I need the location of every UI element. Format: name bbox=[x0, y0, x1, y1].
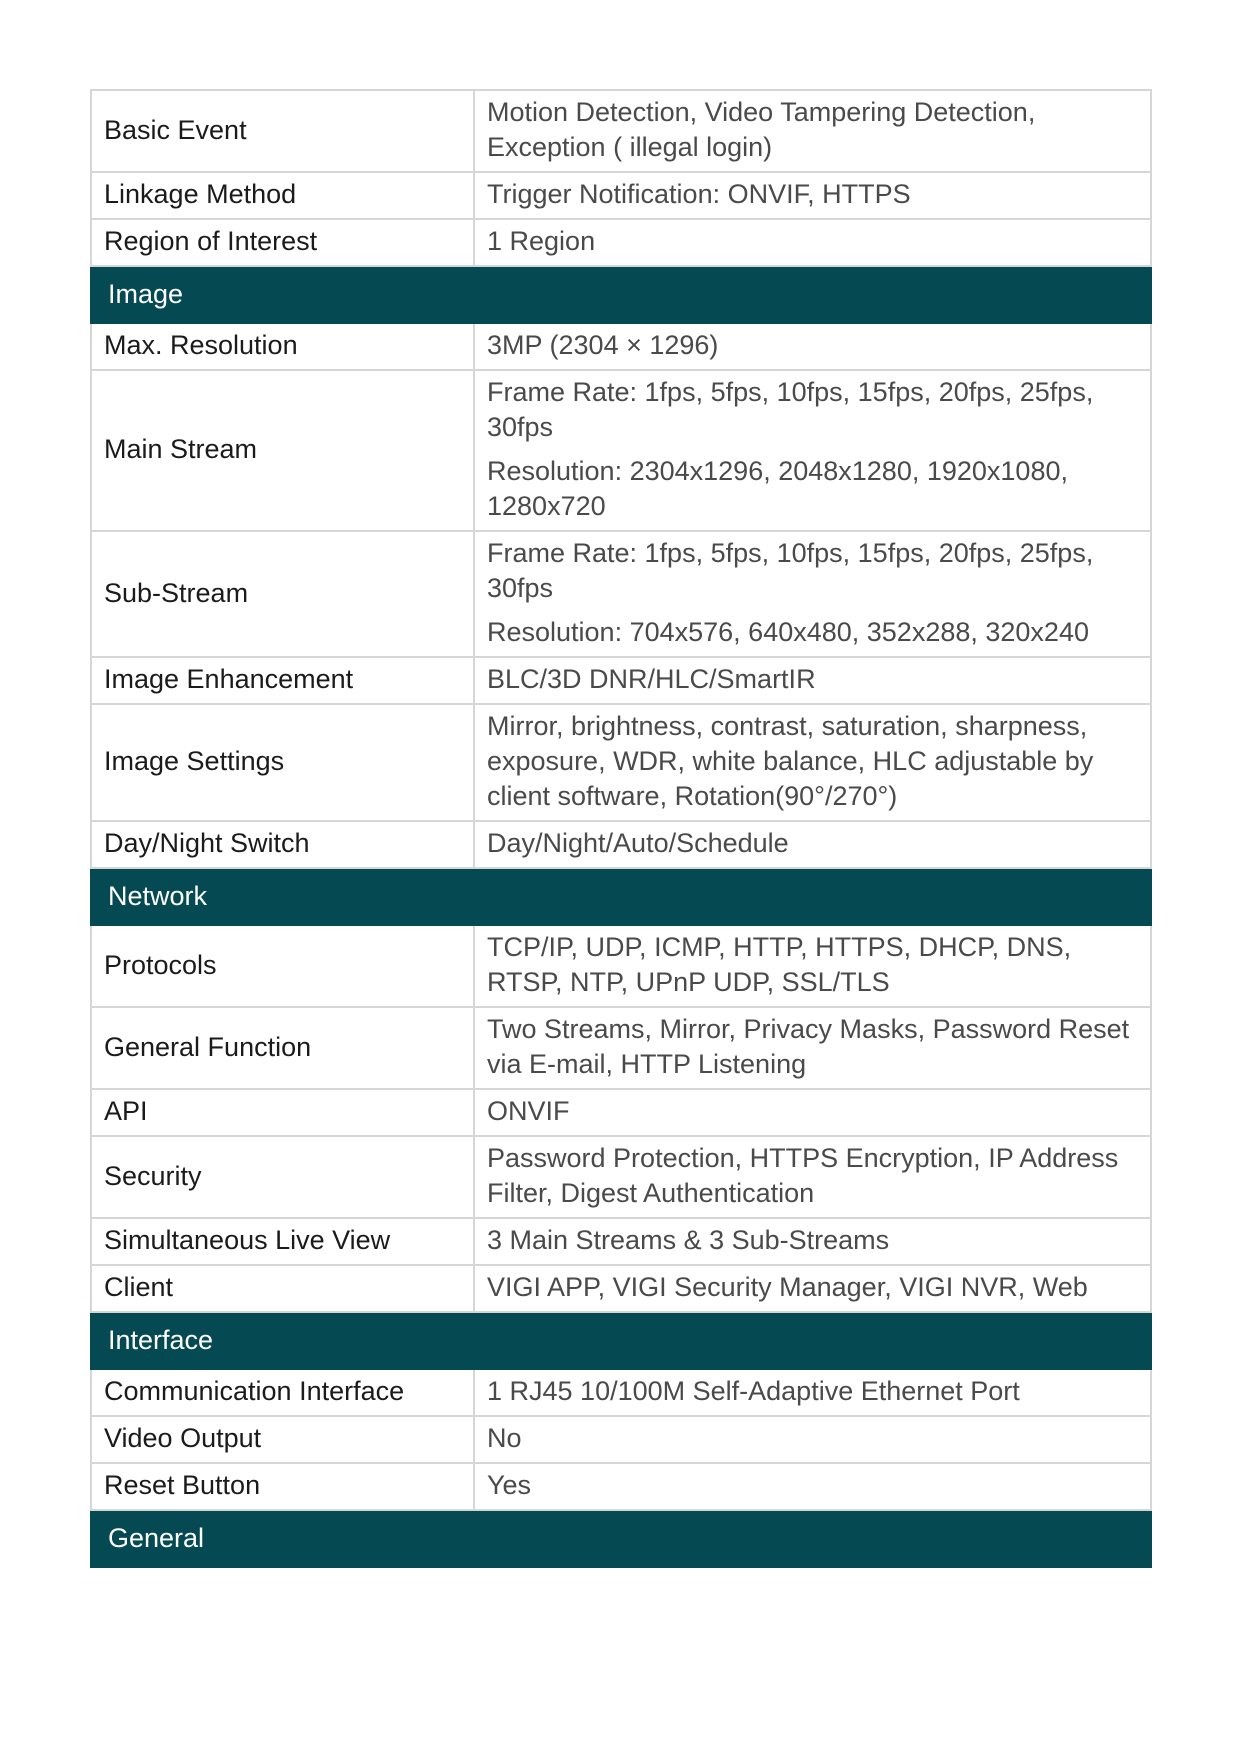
row-value bbox=[474, 1218, 1151, 1265]
row-label-general-function: General Function bbox=[91, 1007, 474, 1089]
row-value-text: 3MP (2304 × 1296) bbox=[487, 330, 719, 360]
section-header-network bbox=[91, 868, 1151, 925]
spec-sheet bbox=[90, 89, 1152, 1568]
row-value bbox=[474, 219, 1151, 266]
row-value bbox=[474, 657, 1151, 704]
row-label-image-enhancement: Image Enhancement bbox=[91, 657, 474, 704]
row-value-text: Resolution: 704x576, 640x480, 352x288, 320x240 bbox=[487, 617, 1089, 647]
row-value bbox=[474, 323, 1151, 370]
table-row bbox=[91, 821, 1151, 868]
row-label-reset-button: Reset Button bbox=[91, 1463, 474, 1510]
table-row bbox=[91, 657, 1151, 704]
row-value bbox=[474, 821, 1151, 868]
table-row bbox=[91, 1007, 1151, 1089]
row-value bbox=[474, 531, 1151, 657]
row-label-client: Client bbox=[91, 1265, 474, 1312]
section-header-image bbox=[91, 266, 1151, 323]
table-row bbox=[91, 925, 1151, 1007]
row-value-text: Mirror, brightness, contrast, saturation, sharpness, exposure, WDR, white balance, HLC adjustable by client software, Rotation(90°/270°) bbox=[487, 711, 1094, 811]
table-row bbox=[91, 1416, 1151, 1463]
row-label-sub-stream: Sub-Stream bbox=[91, 531, 474, 657]
row-value bbox=[474, 370, 1151, 531]
row-value-text: VIGI APP, VIGI Security Manager, VIGI NVR, Web bbox=[487, 1272, 1088, 1302]
row-label-communication-interface: Communication Interface bbox=[91, 1369, 474, 1416]
row-value bbox=[474, 1007, 1151, 1089]
section-title: Network bbox=[91, 868, 1151, 925]
row-value bbox=[474, 1089, 1151, 1136]
row-label-security: Security bbox=[91, 1136, 474, 1218]
section-title: General bbox=[91, 1510, 1151, 1567]
row-value bbox=[474, 1416, 1151, 1463]
row-value-text: BLC/3D DNR/HLC/SmartIR bbox=[487, 664, 816, 694]
row-value bbox=[474, 172, 1151, 219]
section-header-general bbox=[91, 1510, 1151, 1567]
row-label-day-night-switch: Day/Night Switch bbox=[91, 821, 474, 868]
section-title: Image bbox=[91, 266, 1151, 323]
table-row bbox=[91, 172, 1151, 219]
section-header-interface bbox=[91, 1312, 1151, 1369]
table-row bbox=[91, 1136, 1151, 1218]
row-value-text: TCP/IP, UDP, ICMP, HTTP, HTTPS, DHCP, DNS, RTSP, NTP, UPnP UDP, SSL/TLS bbox=[487, 932, 1072, 997]
row-label-api: API bbox=[91, 1089, 474, 1136]
row-value-text: Yes bbox=[487, 1470, 532, 1500]
row-label-simultaneous-live-view: Simultaneous Live View bbox=[91, 1218, 474, 1265]
row-label-basic-event: Basic Event bbox=[91, 90, 474, 172]
row-label-linkage-method: Linkage Method bbox=[91, 172, 474, 219]
row-value-text: Frame Rate: 1fps, 5fps, 10fps, 15fps, 20fps, 25fps, 30fps bbox=[487, 538, 1094, 603]
table-row bbox=[91, 531, 1151, 657]
table-row bbox=[91, 1369, 1151, 1416]
row-value-text: 1 Region bbox=[487, 226, 596, 256]
row-label-image-settings: Image Settings bbox=[91, 704, 474, 821]
table-row bbox=[91, 1265, 1151, 1312]
row-value bbox=[474, 1265, 1151, 1312]
row-label-max-resolution: Max. Resolution bbox=[91, 323, 474, 370]
row-value bbox=[474, 90, 1151, 172]
spec-table bbox=[90, 89, 1152, 1568]
row-value-text: Motion Detection, Video Tampering Detection, Exception ( illegal login) bbox=[487, 97, 1036, 162]
row-value-text: ONVIF bbox=[487, 1096, 570, 1126]
row-value bbox=[474, 1369, 1151, 1416]
row-value bbox=[474, 1463, 1151, 1510]
row-label-main-stream: Main Stream bbox=[91, 370, 474, 531]
row-value bbox=[474, 925, 1151, 1007]
row-label-video-output: Video Output bbox=[91, 1416, 474, 1463]
row-value-text: Two Streams, Mirror, Privacy Masks, Password Reset via E-mail, HTTP Listening bbox=[487, 1014, 1130, 1079]
row-value bbox=[474, 1136, 1151, 1218]
table-row bbox=[91, 1463, 1151, 1510]
row-value-text: Frame Rate: 1fps, 5fps, 10fps, 15fps, 20fps, 25fps, 30fps bbox=[487, 377, 1094, 442]
table-row bbox=[91, 1089, 1151, 1136]
table-row bbox=[91, 219, 1151, 266]
row-label-region-of-interest: Region of Interest bbox=[91, 219, 474, 266]
row-value bbox=[474, 704, 1151, 821]
row-value-text: Day/Night/Auto/Schedule bbox=[487, 828, 789, 858]
row-value-text: 1 RJ45 10/100M Self-Adaptive Ethernet Port bbox=[487, 1376, 1020, 1406]
table-row bbox=[91, 704, 1151, 821]
table-row bbox=[91, 370, 1151, 531]
row-value-text: Trigger Notification: ONVIF, HTTPS bbox=[487, 179, 911, 209]
row-value-text: Resolution: 2304x1296, 2048x1280, 1920x1080, 1280x720 bbox=[487, 456, 1068, 521]
row-value-text: 3 Main Streams & 3 Sub-Streams bbox=[487, 1225, 890, 1255]
row-value-text: No bbox=[487, 1423, 522, 1453]
table-row bbox=[91, 1218, 1151, 1265]
row-value-text: Password Protection, HTTPS Encryption, IP Address Filter, Digest Authentication bbox=[487, 1143, 1119, 1208]
table-row bbox=[91, 323, 1151, 370]
table-row bbox=[91, 90, 1151, 172]
row-label-protocols: Protocols bbox=[91, 925, 474, 1007]
section-title: Interface bbox=[91, 1312, 1151, 1369]
spec-table-body bbox=[91, 90, 1151, 1567]
